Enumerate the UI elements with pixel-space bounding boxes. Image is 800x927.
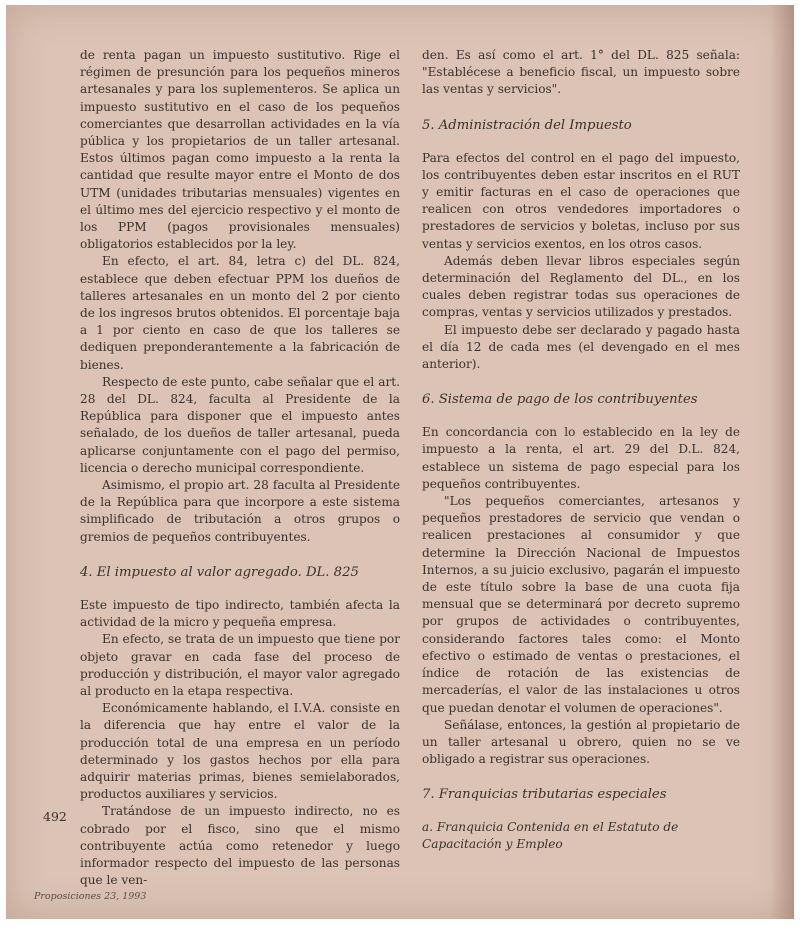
paragraph: Económicamente hablando, el I.V.A. consiste en la diferencia que hay entre el valor de la producción total de una empresa en un período determinado y los gastos hechos por ella para adquirir materias primas, bienes semielaborados, productos auxiliares y servicios.: [80, 701, 400, 802]
right-column: [422, 47, 740, 853]
paragraph: Para efectos del control en el pago del impuesto, los contribuyentes deben estar inscritos en el RUT y emitir facturas en el caso de operaciones que realicen con otros vendedores importadores o prestadores de servicios y boletas, incluso por sus ventas y servicios exentos, en los otros casos.: [422, 150, 740, 251]
paragraph: Señálase, entonces, la gestión al propietario de un taller artesanal u obrero, quien no se ve obligado a registrar sus operaciones.: [422, 717, 740, 767]
paragraph: El impuesto debe ser declarado y pagado hasta el día 12 de cada mes (el devengado en el mes anterior).: [422, 322, 740, 372]
paragraph: En efecto, el art. 84, letra c) del DL. 824, establece que deben efectuar PPM los dueños de talleres artesanales en un monto del 2 por ciento de los ingresos brutos obtenidos. El porcentaje baja a 1 por ciento en caso de que los talleres se dediquen preponderantemente a la fabricación de bienes.: [80, 254, 400, 372]
page-edge-shadow: [770, 5, 794, 919]
paragraph: Además deben llevar libros especiales según determinación del Reglamento del DL., en los cuales deben registrar todas sus operaciones de compras, ventas y servicios utilizados y prestados.: [422, 253, 740, 320]
left-column: [80, 47, 400, 889]
page-footer: Proposiciones 23, 1993: [34, 891, 147, 902]
section-heading-7: 7. Franquicias tributarias especiales: [422, 787, 667, 803]
paragraph: Respecto de este punto, cabe señalar que el art. 28 del DL. 824, faculta al Presidente de la República para disponer que el impuesto antes señalado, de los dueños de taller artesanal, pueda aplicarse conjuntamente con el pago del permiso, licencia o derecho municipal correspondiente.: [80, 374, 400, 475]
section-heading-4: 4. El impuesto al valor agregado. DL. 825: [80, 564, 359, 580]
subsection-heading-a: a. Franquicia Contenida en el Estatuto de Capacitación y Empleo: [422, 820, 679, 852]
section-heading-5: 5. Administración del Impuesto: [422, 117, 632, 133]
paragraph: Asimismo, el propio art. 28 faculta al Presidente de la República para que incorpore a este sistema simplificado de tributación a otros grupos o gremios de pequeños contribuyentes.: [80, 478, 400, 544]
section-heading-6: 6. Sistema de pago de los contribuyentes: [422, 392, 698, 408]
paragraph: den. Es así como el art. 1° del DL. 825 señala: "Establécese a beneficio fiscal, un impuesto sobre las ventas y servicios".: [422, 48, 740, 97]
paragraph: En concordancia con lo establecido en la ley de impuesto a la renta, el art. 29 del D.L. 824, establece un sistema de pago especial para los pequeños contribuyentes.: [422, 425, 740, 491]
paragraph: de renta pagan un impuesto sustitutivo. Rige el régimen de presunción para los pequeños mineros artesanales y para los suplementeros. Se aplica un impuesto sustitutivo en el caso de los pequeños comerciantes que desarrollan actividades en la vía pública y los propietarios de un taller artesanal. Estos últimos pagan como impuesto a la renta la cantidad que resulte mayor entre el Monto de dos UTM (unidades tributarias mensuales) vigentes en el último mes del ejercicio respectivo y el monto de los PPM (pagos provisionales mensuales) obligatorios establecidos por la ley.: [80, 48, 400, 252]
page-number: 492: [43, 809, 67, 824]
paragraph: Este impuesto de tipo indirecto, también afecta la actividad de la micro y pequeña empresa.: [80, 597, 400, 630]
book-page: [6, 5, 794, 919]
paragraph: En efecto, se trata de un impuesto que tiene por objeto gravar en cada fase del proceso de producción y distribución, el mayor valor agregado al producto en la etapa respectiva.: [80, 632, 400, 698]
paragraph: Tratándose de un impuesto indirecto, no es cobrado por el fisco, sino que el mismo contribuyente actúa como retenedor y luego informador respecto del impuesto de las personas que le ven-: [80, 804, 400, 888]
quoted-paragraph: "Los pequeños comerciantes, artesanos y pequeños prestadores de servicio que vendan o realicen prestaciones al consumidor y que determine la Dirección Nacional de Impuestos Internos, a su juicio exclusivo, pagarán el impuesto de este título sobre la base de una cuota fija mensual que se determinará por decreto supremo por grupos de actividades o contribuyentes, considerando factores tales como: el Monto efectivo o estimado de ventas o prestaciones, el índice de rotación de las existencias de mercaderías, el valor de las instalaciones u otros que puedan denotar el volumen de operaciones".: [422, 494, 740, 715]
